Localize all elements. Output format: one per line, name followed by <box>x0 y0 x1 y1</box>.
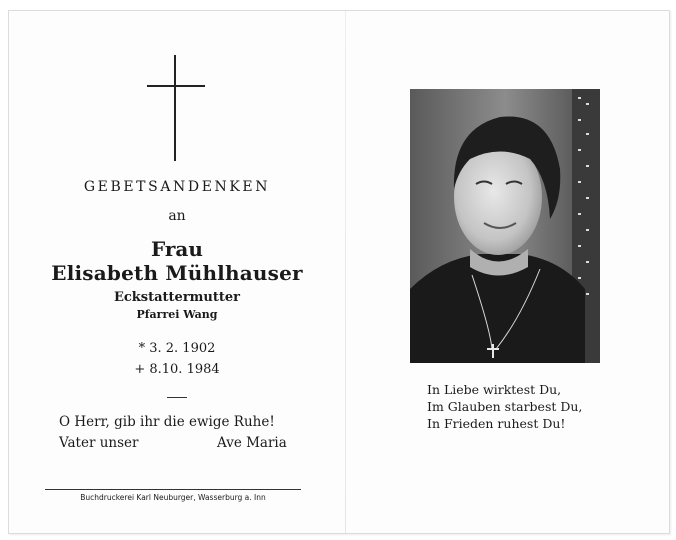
verse-line-3: In Frieden ruhest Du! <box>427 416 566 431</box>
deceased-role: Eckstattermutter <box>113 290 241 305</box>
printer-credit: Buchdruckerei Karl Neuburger, Wasserburg a. Inn <box>80 493 266 502</box>
verse-line-2: Im Glauben starbest Du, <box>427 399 583 414</box>
parish-name: Pfarrei Wang <box>136 308 218 321</box>
verse-line-1: In Liebe wirktest Du, <box>427 382 562 397</box>
birth-date: * 3. 2. 1902 <box>138 341 216 356</box>
divider <box>167 397 187 398</box>
prayer-vater-unser: Vater unser <box>59 435 139 451</box>
footer-divider <box>45 489 301 490</box>
cross-icon <box>147 55 205 161</box>
left-panel <box>9 11 345 533</box>
memorial-card <box>8 10 670 534</box>
deceased-name: Elisabeth Mühlhauser <box>51 261 303 285</box>
right-panel <box>346 11 669 533</box>
portrait-photo <box>410 89 600 363</box>
dedication-word: an <box>168 208 186 224</box>
prayer-line: O Herr, gib ihr die ewige Ruhe! <box>59 414 275 430</box>
prayer-ave-maria: Ave Maria <box>217 435 287 451</box>
card-heading: GEBETSANDENKEN <box>83 179 271 195</box>
death-date: + 8.10. 1984 <box>134 362 220 377</box>
deceased-title: Frau <box>151 237 203 261</box>
